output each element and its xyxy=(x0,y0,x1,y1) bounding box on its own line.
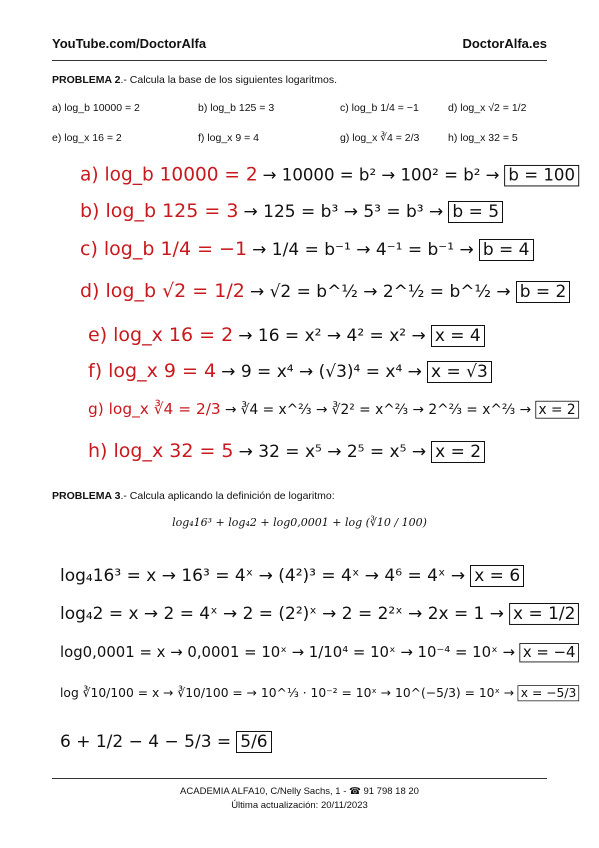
solution-a: a) log_b 10000 = 2 → 10000 = b² → 100² = b² → b = 100 xyxy=(80,164,579,185)
page-header xyxy=(52,36,547,58)
p3-solution-2: log₄2 = x → 2 = 4ˣ → 2 = (2²)ˣ → 2 = 2²ˣ → 2x = 1 → x = 1/2 xyxy=(60,604,579,624)
answer-box: b = 4 xyxy=(479,239,534,261)
answer-box: b = 2 xyxy=(516,281,571,303)
footer-updated: Última actualización: 20/11/2023 xyxy=(231,800,368,811)
exercise-f: f) log_x 9 = 4 xyxy=(198,132,259,144)
exercise-a: a) log_b 10000 = 2 xyxy=(52,102,140,114)
solution-d: d) log_b √2 = 1/2 → √2 = b^½ → 2^½ = b^½ → b = 2 xyxy=(80,280,570,302)
solution-g: g) log_x ∛4 = 2/3 → ∛4 = x^⅔ → ∛2² = x^⅔ → 2^⅔ = x^⅔ → x = 2 xyxy=(88,400,579,418)
answer-box: x = √3 xyxy=(427,361,492,383)
exercise-b: b) log_b 125 = 3 xyxy=(198,102,275,114)
exercise-row-1 xyxy=(52,102,547,118)
solution-c: c) log_b 1/4 = −1 → 1/4 = b⁻¹ → 4⁻¹ = b⁻¹ → b = 4 xyxy=(80,238,534,260)
youtube-link[interactable]: YouTube.com/DoctorAlfa xyxy=(52,36,207,51)
answer-box: b = 5 xyxy=(448,201,503,223)
p3-solution-1: log₄16³ = x → 16³ = 4ˣ → (4²)³ = 4ˣ → 4⁶ = 4ˣ → x = 6 xyxy=(60,566,524,586)
problem-2-title: PROBLEMA 2.- Calcula la base de los siguientes logaritmos. xyxy=(52,74,337,86)
solution-f: f) log_x 9 = 4 → 9 = x⁴ → (√3)⁴ = x⁴ → x = √3 xyxy=(88,360,492,382)
exercise-d: d) log_x √2 = 1/2 xyxy=(448,102,527,114)
exercise-h: h) log_x 32 = 5 xyxy=(448,132,518,144)
solution-b: b) log_b 125 = 3 → 125 = b³ → 5³ = b³ → b = 5 xyxy=(80,200,503,222)
answer-box: b = 100 xyxy=(505,165,579,186)
answer-box: x = 2 xyxy=(431,441,485,463)
answer-box: x = 1/2 xyxy=(509,603,579,625)
answer-box: x = 6 xyxy=(470,565,524,587)
answer-box: x = 4 xyxy=(431,325,485,347)
solution-e: e) log_x 16 = 2 → 16 = x² → 4² = x² → x = 4 xyxy=(88,324,485,346)
problem-3-title: PROBLEMA 3.- Calcula aplicando la definición de logaritmo: xyxy=(52,490,335,502)
p3-solution-5: 6 + 1/2 − 4 − 5/3 = 5/6 xyxy=(60,732,272,752)
footer-address: ACADEMIA ALFA10, C/Nelly Sachs, 1 - ☎ 91 798 18 20 xyxy=(180,786,419,797)
header-divider xyxy=(52,60,547,61)
p3-solution-3: log0,0001 = x → 0,0001 = 10ˣ → 1/10⁴ = 10ˣ → 10⁻⁴ = 10ˣ → x = −4 xyxy=(60,644,579,662)
exercise-c: c) log_b 1/4 = −1 xyxy=(340,102,419,114)
exercise-g: g) log_x ∛4 = 2/3 xyxy=(340,132,420,144)
answer-box: x = 2 xyxy=(535,401,579,419)
exercise-row-2 xyxy=(52,132,547,148)
exercise-e: e) log_x 16 = 2 xyxy=(52,132,122,144)
answer-box: 5/6 xyxy=(236,731,271,753)
solution-h: h) log_x 32 = 5 → 32 = x⁵ → 2⁵ = x⁵ → x = 2 xyxy=(88,440,485,462)
website-link[interactable]: DoctorAlfa.es xyxy=(462,36,547,51)
footer-divider xyxy=(52,778,547,779)
answer-box: x = −4 xyxy=(519,643,579,662)
p3-solution-4: log ∛10/100 = x → ∛10/100 = → 10^⅓ · 10⁻² = 10ˣ → 10^(−5/3) = 10ˣ → x = −5/3 xyxy=(60,686,579,700)
answer-box: x = −5/3 xyxy=(518,685,579,701)
problem-3-expression: log₄16³ + log₄2 + log0,0001 + log (∛10 / 100) xyxy=(172,516,427,529)
